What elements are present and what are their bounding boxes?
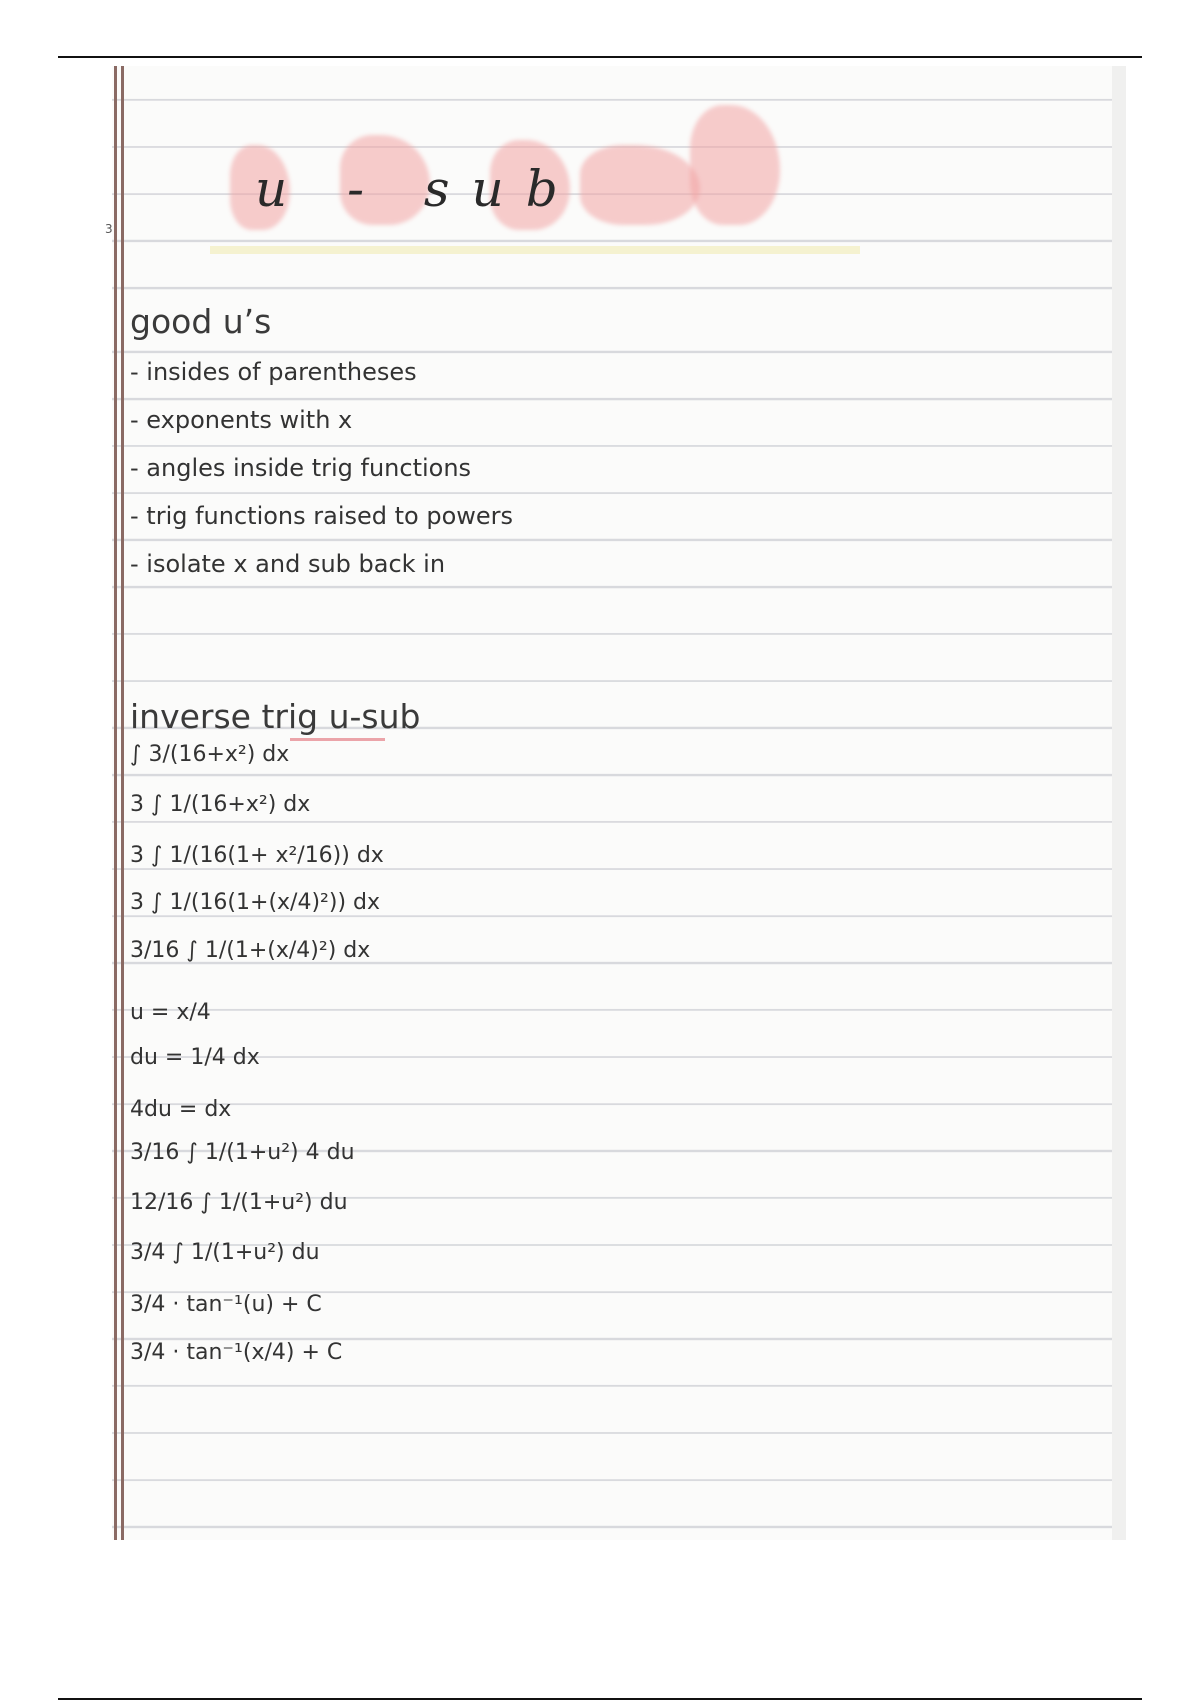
section-heading-good-us: good u’s xyxy=(130,302,272,341)
heading-underline xyxy=(290,738,385,741)
math-step: 3/16 ∫ 1/(1+(x/4)²) dx xyxy=(130,938,371,963)
math-step: 3/4 · tan⁻¹(u) + C xyxy=(130,1292,322,1317)
math-step: ∫ 3/(16+x²) dx xyxy=(130,742,290,767)
list-item: - insides of parentheses xyxy=(130,358,417,386)
list-item: - angles inside trig functions xyxy=(130,454,472,482)
margin-mark: 3 xyxy=(105,222,113,236)
margin-line xyxy=(114,66,117,1540)
title-underline xyxy=(210,246,860,254)
page-top-rule xyxy=(58,56,1142,58)
math-step: 4du = dx xyxy=(130,1097,232,1122)
math-step: 12/16 ∫ 1/(1+u²) du xyxy=(130,1190,348,1215)
math-step: 3 ∫ 1/(16(1+(x/4)²)) dx xyxy=(130,890,381,915)
math-step: 3 ∫ 1/(16(1+ x²/16)) dx xyxy=(130,843,384,868)
section-heading-inverse-trig: inverse trig u-sub xyxy=(130,697,421,736)
math-step: 3/4 · tan⁻¹(x/4) + C xyxy=(130,1340,343,1365)
list-item: - isolate x and sub back in xyxy=(130,550,446,578)
list-item: - exponents with x xyxy=(130,406,353,434)
math-step: 3/4 ∫ 1/(1+u²) du xyxy=(130,1240,320,1265)
math-step: 3/16 ∫ 1/(1+u²) 4 du xyxy=(130,1140,355,1165)
page-title: u - sub xyxy=(255,160,580,218)
math-step: du = 1/4 dx xyxy=(130,1045,260,1070)
list-item: - trig functions raised to powers xyxy=(130,502,514,530)
math-step: u = x/4 xyxy=(130,1000,211,1025)
math-step: 3 ∫ 1/(16+x²) dx xyxy=(130,792,311,817)
page-edge xyxy=(1112,66,1126,1540)
margin-line xyxy=(121,66,124,1540)
